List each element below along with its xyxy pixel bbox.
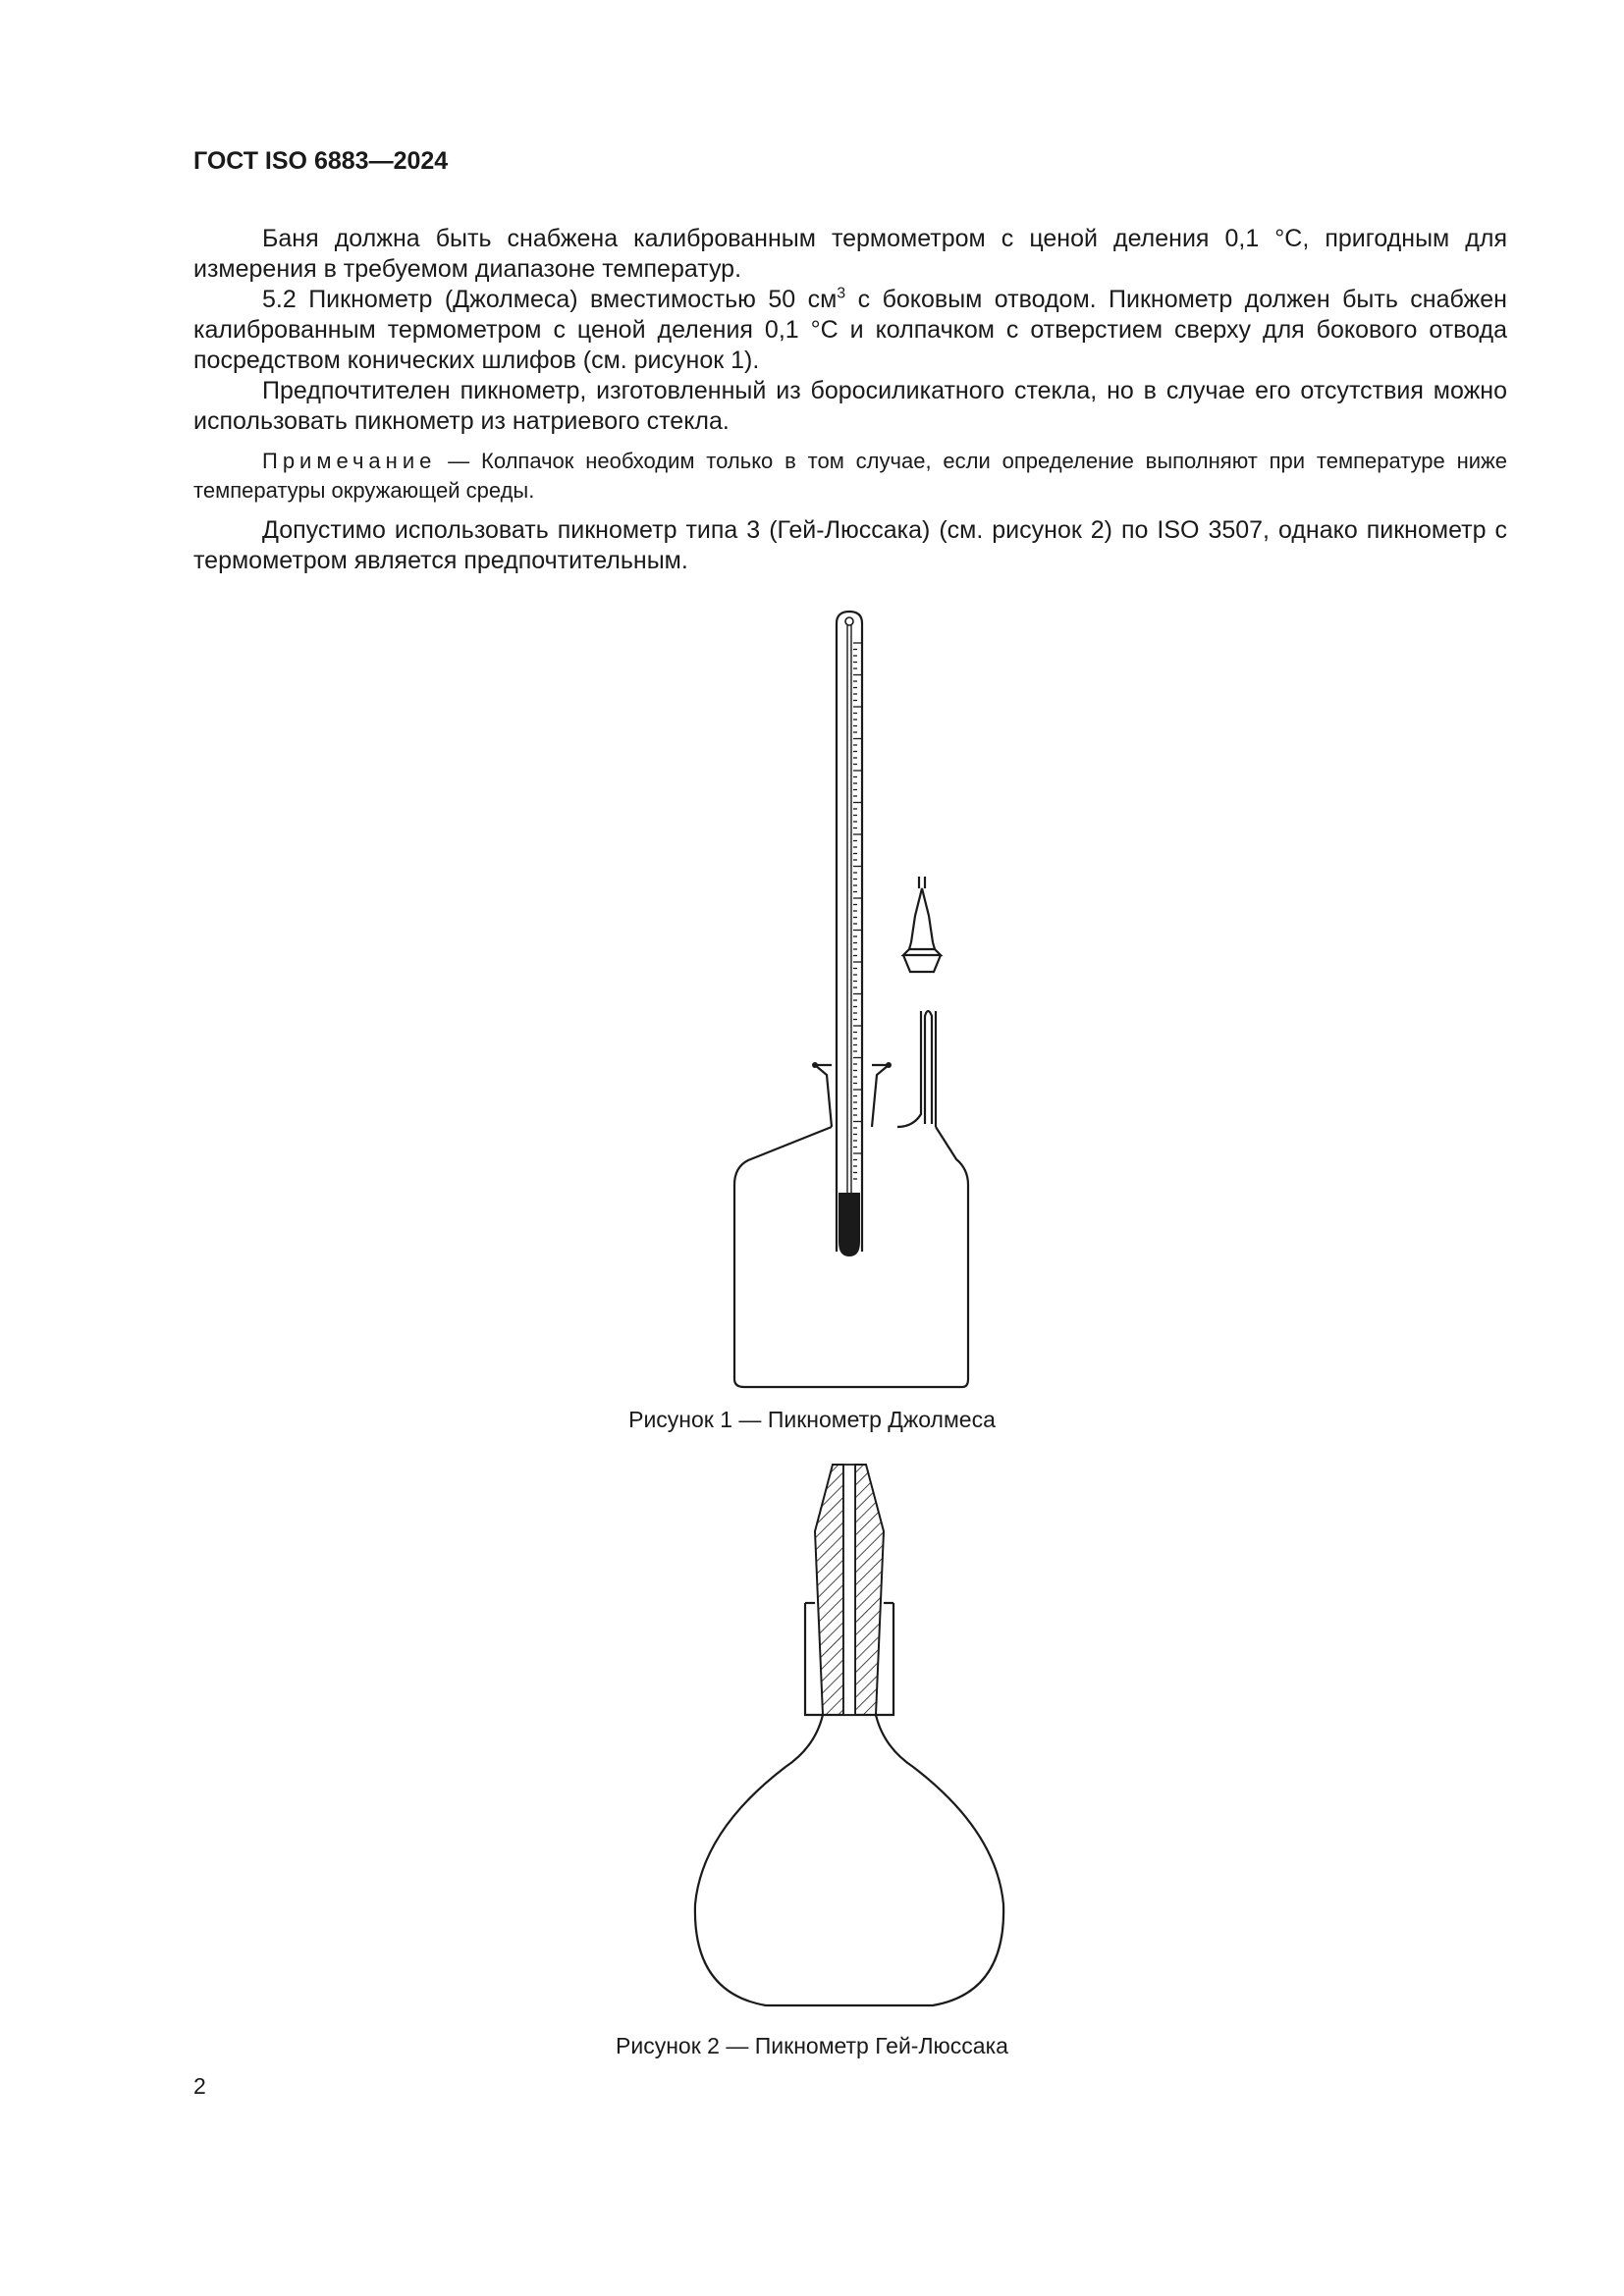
mercury-bulb bbox=[839, 1193, 860, 1256]
body-text bbox=[193, 224, 1507, 576]
thermometer-scale bbox=[853, 643, 861, 1179]
figure-1-caption: Рисунок 1 — Пикнометр Джолмеса bbox=[628, 1407, 996, 1432]
note bbox=[193, 447, 1507, 506]
joint-knob-left bbox=[812, 1062, 818, 1068]
document-header: ГОСТ ISO 6883—2024 bbox=[193, 147, 449, 175]
page-number: 2 bbox=[193, 2073, 206, 2099]
note-text: — Колпачок необходим только в том случае, если определение выполняют при температуре ниже температуры окружающей среды. bbox=[193, 449, 1507, 503]
figure-1-jaulmes-pycnometer bbox=[717, 604, 982, 1389]
figure-2-gay-lussac-pycnometer bbox=[677, 1463, 1021, 2012]
stopper-left-half bbox=[815, 1465, 843, 1715]
cap-collar bbox=[909, 942, 935, 949]
paragraph-pycnometer bbox=[193, 285, 1507, 376]
gay-lussac-pycnometer-drawing bbox=[677, 1463, 1021, 2012]
jaulmes-pycnometer-drawing bbox=[717, 604, 982, 1389]
paragraph-pycnometer-start: 5.2 Пикнометр (Джолмеса) вместимостью 50 см bbox=[262, 286, 838, 313]
thermometer-tube bbox=[837, 612, 862, 1252]
note-label: Примечание bbox=[262, 449, 437, 473]
side-arm-outer-left bbox=[897, 1011, 921, 1127]
stopper-right-half bbox=[855, 1465, 884, 1715]
superscript-3: 3 bbox=[837, 285, 846, 302]
paragraph-pycnometer-end: с боковым отводом. Пикнометр должен быть снабжен калиброванным термометром с ценой деления 0,1 °С и колпачком с отверстием сверху для бокового отвода посредством конических шлифов (см. рисунок 1). bbox=[193, 286, 1507, 374]
neck-left bbox=[815, 1065, 832, 1127]
neck-right bbox=[872, 1065, 889, 1127]
thermometer-loop bbox=[845, 617, 853, 625]
paragraph-glass: Предпочтителен пикнометр, изготовленный из боросиликатного стекла, но в случае его отсутствия можно использовать пикнометр из натриевого стекла. bbox=[193, 377, 1507, 435]
cap-top bbox=[911, 888, 933, 942]
flask-body bbox=[695, 1715, 1003, 2005]
paragraph-bath: Баня должна быть снабжена калиброванным термометром с ценой деления 0,1 °С, пригодным для измерения в требуемом диапазоне температур. bbox=[193, 225, 1507, 283]
side-arm-inner bbox=[925, 1011, 932, 1124]
stopper-capillary bbox=[843, 1465, 855, 1715]
paragraph-gay-lussac: Допустимо использовать пикнометр типа 3 (Гей-Люссака) (см. рисунок 2) по ISO 3507, однако пикнометр с термометром является предпочтительным. bbox=[193, 516, 1507, 574]
cap-socket bbox=[903, 955, 941, 972]
joint-knob-right bbox=[886, 1062, 892, 1068]
figure-2-caption: Рисунок 2 — Пикнометр Гей-Люссака bbox=[616, 2033, 1008, 2058]
